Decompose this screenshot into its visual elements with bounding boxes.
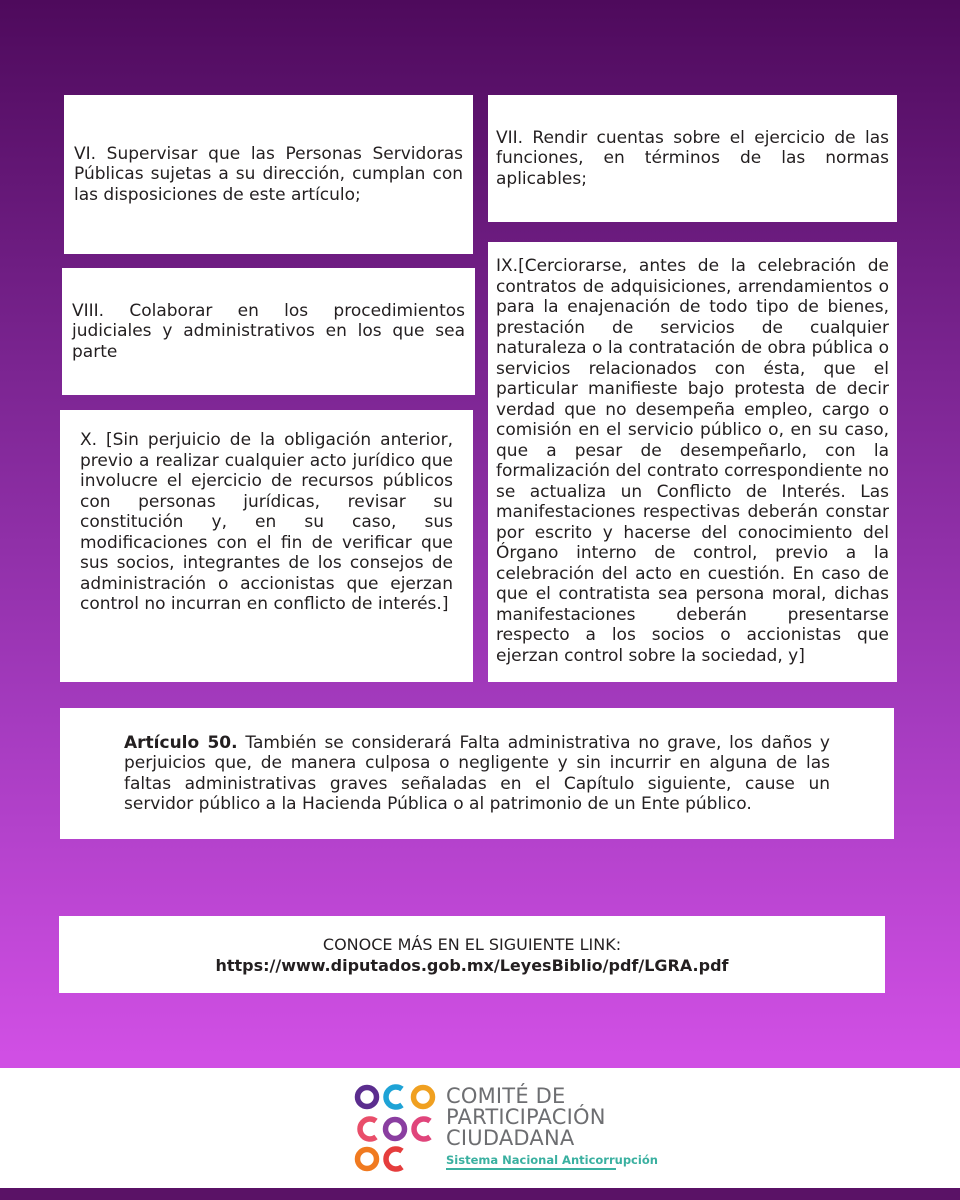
fraction-vi-text: VI. Supervisar que las Personas Servidoras Públicas sujetas a su dirección, cumplan con las disposiciones de este artículo; [74,143,463,205]
article-50-paragraph [124,733,830,815]
logo-line-3: CIUDADANA [446,1126,575,1150]
logo-line-2: PARTICIPACIÓN [446,1105,606,1129]
footer-strip [0,1188,960,1200]
fraction-viii-box [62,268,475,395]
fraction-viii-text: VIII. Colaborar en los procedimientos judiciales y administrativos en los que sea parte [72,300,465,362]
fraction-x-text: X. [Sin perjuicio de la obligación anterior, previo a realizar cualquier acto jurídico que involucre el ejercicio de recursos públicos con personas jurídicas, revisar su constitución y, en su caso, sus modificaciones con el fin de verificar que sus socios, integrantes de los consejos de administración o accionistas que ejerzan control no incurran en conflicto de interés.] [80,430,453,614]
link-label: CONOCE MÁS EN EL SIGUIENTE LINK: [322,934,622,954]
fraction-vi-box [64,95,473,254]
fraction-vii-box [488,95,897,222]
fraction-ix-box [488,242,897,682]
article-50-text: También se considerará Falta administrativa no grave, los daños y perjuicios que, de manera culposa o negligente y sin incurrir en alguna de las faltas administrativas graves señaladas en el Capítulo siguiente, cause un servidor público a la Hacienda Pública o al patrimonio de un Ente público. [124,732,830,814]
logo-line-1: COMITÉ DE [446,1084,566,1108]
article-50-box [60,708,894,839]
link-box [59,916,885,993]
article-50-heading: Artículo 50. [124,732,238,753]
fraction-ix-text: IX.[Cerciorarse, antes de la celebración de contratos de adquisiciones, arrendamientos o para la enajenación de todo tipo de bienes, prestación de servicios de cualquier naturaleza o la contratación de obra pública o servicios relacionados con ésta, que el particular manifieste bajo protesta de decir verdad que no desempeña empleo, cargo o comisión en el servicio público o, en su caso, que a pesar de desempeñarlo, con la formalización del contrato correspondiente no se actualiza un Conflicto de Interés. Las manifestaciones respectivas deberán constar por escrito y hacerse del conocimiento del Órgano interno de control, previo a la celebración del acto en cuestión. En caso de que el contratista sea persona moral, dichas manifestaciones deberán presentarse respecto a los socios o accionistas que ejerzan control sobre la sociedad, y] [496,256,889,666]
logo-text [446,1084,658,1170]
fraction-vii-text: VII. Rendir cuentas sobre el ejercicio de las funciones, en términos de las normas aplicables; [496,127,889,189]
link-url[interactable]: https://www.diputados.gob.mx/LeyesBiblio/pdf/LGRA.pdf [215,955,729,975]
fraction-x-box [60,410,473,682]
logo-subtitle: Sistema Nacional Anticorrupción [446,1153,616,1170]
logo-rings-icon [354,1083,438,1173]
